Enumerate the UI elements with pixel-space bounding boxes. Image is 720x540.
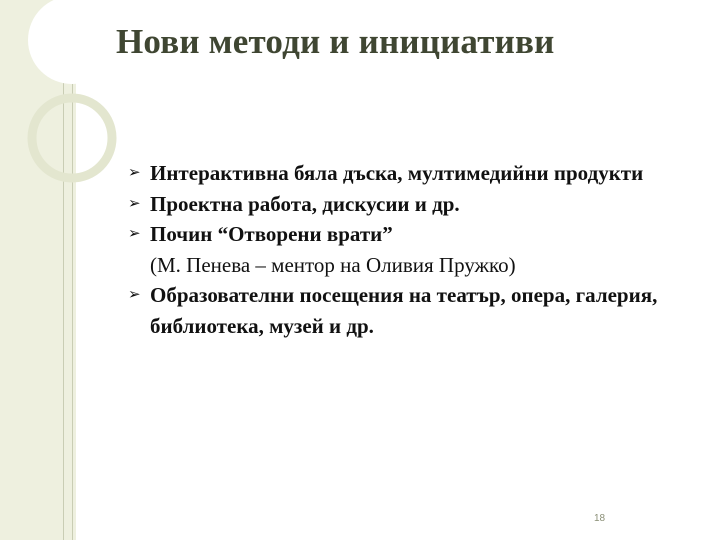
bullet-text: Интерактивна бяла дъска, мултимедийни продукти bbox=[150, 161, 644, 185]
bullet-text: Образователни посещения на театър, опера, галерия, библиотека, музей и др. bbox=[150, 283, 658, 338]
arrow-bullet-icon: ➢ bbox=[128, 226, 141, 242]
arrow-bullet-icon: ➢ bbox=[128, 165, 141, 181]
ring-icon bbox=[32, 98, 112, 178]
top-circle-icon bbox=[28, 0, 116, 84]
bullet-continuation bbox=[128, 250, 688, 281]
arrow-bullet-icon: ➢ bbox=[128, 195, 141, 212]
arrow-bullet-icon: ➢ bbox=[128, 287, 141, 303]
bullet-item bbox=[128, 219, 688, 250]
bullet-text: Проектна работа, дискусии и др. bbox=[150, 191, 460, 216]
bullet-text: Почин “Отворени врати” bbox=[150, 222, 393, 246]
bullet-item bbox=[128, 158, 688, 189]
page-number: 18 bbox=[594, 513, 606, 524]
slide-title: Нови методи и инициативи bbox=[116, 22, 555, 61]
bullet-list bbox=[128, 158, 688, 341]
bullet-item bbox=[128, 280, 688, 341]
bullet-text: (М. Пенева – ментор на Оливия Пружко) bbox=[150, 252, 516, 277]
bullet-item bbox=[128, 189, 688, 220]
